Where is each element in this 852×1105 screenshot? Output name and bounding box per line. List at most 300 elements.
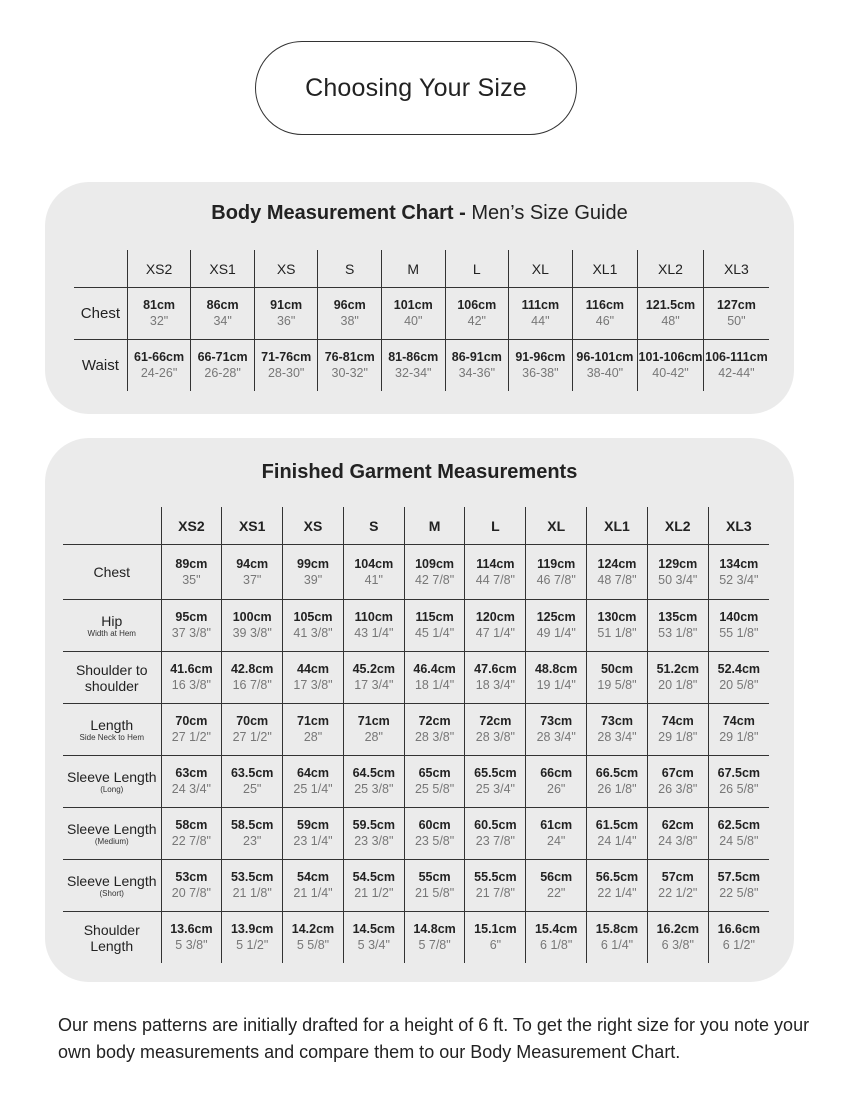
body-size-header: L — [445, 250, 509, 288]
inch-value: 22 5/8" — [719, 886, 759, 900]
garment-size-header: XL — [526, 507, 587, 545]
inch-value: 5 3/8" — [175, 938, 208, 952]
inch-value: 39 3/8" — [232, 626, 272, 640]
cm-value: 71cm — [297, 714, 329, 728]
garment-value-cell — [526, 860, 587, 912]
cm-value: 114cm — [476, 556, 515, 571]
inch-value: 6 1/8" — [540, 938, 573, 952]
inch-value: 37 3/8" — [171, 626, 211, 640]
garment-value-cell — [587, 808, 648, 860]
cm-value: 76-81cm — [324, 350, 375, 364]
inch-value: 6 3/8" — [661, 938, 694, 952]
garment-value-cell — [283, 704, 344, 756]
cm-value: 119cm — [537, 556, 576, 571]
cm-value: 91-96cm — [515, 350, 566, 364]
garment-corner-cell — [63, 507, 161, 545]
cm-value: 115cm — [415, 610, 454, 624]
inch-value: 5 7/8" — [418, 938, 451, 952]
inch-value: 6" — [489, 938, 502, 952]
cm-value: 41.6cm — [170, 662, 213, 676]
garment-value-cell — [343, 600, 404, 652]
body-size-header: XL3 — [703, 250, 769, 288]
inch-value: 32" — [149, 314, 169, 328]
cm-value: 13.6cm — [170, 922, 213, 936]
garment-chart-title: Finished Garment Measurements — [261, 461, 578, 483]
garment-row-label-cell — [63, 704, 161, 756]
inch-value: 27 1/2" — [171, 730, 211, 744]
cm-value: 15.4cm — [534, 922, 578, 936]
inch-value: 29 1/8" — [719, 730, 759, 744]
inch-value: 50 3/4" — [658, 572, 698, 587]
page-title: Choosing Your Size — [255, 41, 577, 135]
body-row-label-cell — [74, 288, 127, 340]
garment-value-cell — [161, 545, 222, 600]
garment-value-cell — [222, 860, 283, 912]
garment-value-cell — [222, 704, 283, 756]
body-value-cell — [381, 340, 445, 392]
body-value-cell — [127, 288, 191, 340]
cm-value: 70cm — [175, 714, 208, 728]
garment-row-label-text: Sleeve Length — [66, 872, 157, 889]
garment-size-header: XL1 — [587, 507, 648, 545]
cm-value: 121.5cm — [645, 298, 696, 312]
body-value-cell — [381, 288, 445, 340]
garment-row-label-text: Hip — [101, 612, 123, 629]
garment-size-header: XS — [283, 507, 344, 545]
cm-value: 109cm — [415, 556, 455, 571]
cm-value: 110cm — [354, 610, 393, 624]
garment-row-label-cell — [63, 545, 161, 600]
garment-value-cell — [343, 652, 404, 704]
garment-row — [63, 704, 769, 756]
cm-value: 62cm — [661, 818, 694, 832]
body-value-cell — [638, 340, 704, 392]
cm-value: 54.5cm — [352, 870, 395, 884]
body-row-label — [74, 306, 127, 322]
inch-value: 20 7/8" — [171, 886, 211, 900]
cm-value: 96cm — [333, 298, 366, 312]
body-chart-title-main: Body Measurement Chart — [211, 202, 454, 224]
cm-value: 66-71cm — [197, 350, 248, 364]
garment-value-cell — [222, 652, 283, 704]
garment-size-header: S — [343, 507, 404, 545]
garment-row — [63, 756, 769, 808]
inch-value: 23 7/8" — [475, 834, 515, 848]
inch-value: 24" — [547, 834, 566, 848]
cm-value: 16.6cm — [717, 922, 761, 936]
cm-value: 67cm — [661, 766, 694, 780]
cm-value: 62.5cm — [717, 818, 761, 832]
inch-value: 36-38" — [522, 366, 559, 380]
inch-value: 28 3/8" — [414, 730, 455, 744]
garment-value-cell — [161, 860, 222, 912]
garment-value-cell — [222, 912, 283, 964]
garment-value-cell — [283, 652, 344, 704]
body-chart-title-sub: Men’s Size Guide — [471, 202, 628, 224]
inch-value: 18 1/4" — [414, 678, 455, 692]
garment-value-cell — [647, 808, 708, 860]
garment-row-sublabel: Width at Hem — [87, 628, 136, 638]
garment-value-cell — [587, 756, 648, 808]
body-row — [74, 288, 769, 340]
cm-value: 74cm — [722, 714, 755, 728]
body-value-cell — [191, 340, 255, 392]
inch-value: 6 1/4" — [600, 938, 634, 952]
cm-value: 57.5cm — [717, 870, 761, 884]
garment-value-cell — [465, 808, 526, 860]
garment-value-cell — [343, 860, 404, 912]
garment-value-cell — [404, 756, 465, 808]
garment-value-cell — [465, 912, 526, 964]
garment-row — [63, 652, 769, 704]
garment-value-cell — [465, 652, 526, 704]
body-measurement-table — [74, 250, 769, 391]
body-chart-title-separator: - — [459, 202, 466, 224]
inch-value: 24 3/8" — [658, 834, 698, 848]
body-row-label-cell — [74, 340, 127, 392]
garment-size-header-row — [63, 507, 769, 545]
inch-value: 19 5/8" — [597, 678, 637, 692]
garment-value-cell — [708, 652, 769, 704]
inch-value: 23" — [243, 834, 262, 848]
garment-size-header: XS2 — [161, 507, 222, 545]
garment-row-label — [63, 922, 161, 954]
cm-value: 96-101cm — [576, 350, 634, 364]
body-value-cell — [572, 288, 638, 340]
inch-value: 21 1/4" — [293, 886, 333, 900]
inch-value: 49 1/4" — [536, 626, 576, 640]
garment-value-cell — [647, 860, 708, 912]
cm-value: 42.8cm — [230, 662, 274, 676]
inch-value: 26 1/8" — [597, 782, 637, 796]
body-value-cell — [703, 288, 769, 340]
inch-value: 21 1/8" — [232, 886, 272, 900]
cm-value: 60cm — [418, 818, 451, 832]
garment-size-header: M — [404, 507, 465, 545]
inch-value: 25 1/4" — [293, 782, 333, 796]
inch-value: 21 1/2" — [354, 886, 394, 900]
inch-value: 23 5/8" — [414, 834, 455, 848]
inch-value: 48 7/8" — [597, 572, 637, 587]
body-value-cell — [318, 288, 382, 340]
garment-row-label-cell — [63, 912, 161, 964]
garment-value-cell — [283, 545, 344, 600]
garment-row — [63, 912, 769, 964]
cm-value: 59cm — [297, 818, 329, 832]
cm-value: 135cm — [658, 610, 698, 624]
cm-value: 89cm — [175, 556, 208, 571]
cm-value: 65.5cm — [474, 766, 517, 780]
garment-value-cell — [343, 704, 404, 756]
garment-row-label — [63, 662, 161, 694]
inch-value: 39" — [303, 572, 323, 587]
garment-value-cell — [587, 704, 648, 756]
cm-value: 15.8cm — [595, 922, 639, 936]
cm-value: 104cm — [354, 556, 394, 571]
inch-value: 25" — [243, 782, 262, 796]
inch-value: 25 3/8" — [354, 782, 394, 796]
garment-value-cell — [404, 704, 465, 756]
body-value-cell — [254, 288, 318, 340]
cm-value: 61cm — [540, 818, 573, 832]
garment-value-cell — [526, 652, 587, 704]
inch-value: 26 5/8" — [719, 782, 759, 796]
garment-value-cell — [587, 600, 648, 652]
inch-value: 38-40" — [586, 366, 624, 380]
inch-value: 24-26" — [140, 366, 178, 380]
garment-row-label-cell — [63, 756, 161, 808]
cm-value: 63.5cm — [230, 766, 274, 780]
body-size-header: XL1 — [572, 250, 638, 288]
garment-value-cell — [222, 808, 283, 860]
inch-value: 35" — [182, 572, 201, 587]
body-measurement-panel — [45, 182, 794, 414]
garment-value-cell — [161, 808, 222, 860]
garment-value-cell — [404, 600, 465, 652]
inch-value: 22 7/8" — [171, 834, 211, 848]
garment-value-cell — [161, 600, 222, 652]
inch-value: 23 3/8" — [354, 834, 394, 848]
inch-value: 44" — [531, 314, 550, 328]
cm-value: 61-66cm — [134, 350, 185, 364]
body-value-cell — [638, 288, 704, 340]
inch-value: 28 3/8" — [475, 730, 515, 744]
garment-value-cell — [465, 600, 526, 652]
cm-value: 61.5cm — [595, 818, 639, 832]
body-row — [74, 340, 769, 392]
cm-value: 53.5cm — [230, 870, 274, 884]
body-size-header: XL — [509, 250, 573, 288]
body-size-header: M — [381, 250, 445, 288]
garment-value-cell — [283, 756, 344, 808]
garment-value-cell — [283, 912, 344, 964]
inch-value: 34-36" — [458, 366, 496, 380]
cm-value: 14.2cm — [291, 922, 335, 936]
inch-value: 46 7/8" — [536, 572, 576, 587]
cm-value: 127cm — [716, 298, 756, 312]
garment-value-cell — [587, 545, 648, 600]
body-value-cell — [254, 340, 318, 392]
cm-value: 124cm — [597, 556, 637, 571]
garment-row-sublabel: Side Neck to Hem — [79, 732, 144, 742]
garment-row-sublabel: (Long) — [100, 784, 124, 794]
garment-row-label — [63, 873, 161, 899]
inch-value: 28 3/4" — [536, 730, 576, 744]
cm-value: 99cm — [297, 556, 329, 571]
cm-value: 101cm — [393, 298, 433, 312]
garment-value-cell — [465, 704, 526, 756]
inch-value: 23 1/4" — [293, 834, 333, 848]
cm-value: 86-91cm — [451, 350, 502, 364]
garment-value-cell — [526, 600, 587, 652]
cm-value: 57cm — [661, 870, 694, 884]
cm-value: 66cm — [540, 766, 573, 780]
cm-value: 65cm — [418, 766, 451, 780]
garment-value-cell — [708, 600, 769, 652]
cm-value: 86cm — [206, 298, 239, 312]
garment-row-label-cell — [63, 600, 161, 652]
cm-value: 48.8cm — [534, 662, 578, 676]
cm-value: 63cm — [175, 766, 208, 780]
garment-value-cell — [404, 808, 465, 860]
garment-value-cell — [465, 756, 526, 808]
inch-value: 28-30" — [267, 366, 305, 380]
inch-value: 20 5/8" — [719, 678, 759, 692]
body-size-header: S — [318, 250, 382, 288]
inch-value: 19 1/4" — [536, 678, 576, 692]
inch-value: 27 1/2" — [232, 730, 272, 744]
cm-value: 71-76cm — [261, 350, 312, 364]
garment-value-cell — [647, 704, 708, 756]
cm-value: 72cm — [418, 714, 451, 728]
inch-value: 24 3/4" — [171, 782, 211, 796]
inch-value: 44 7/8" — [475, 572, 515, 587]
cm-value: 134cm — [719, 556, 759, 571]
cm-value: 46.4cm — [413, 662, 456, 676]
inch-value: 22 1/2" — [658, 886, 698, 900]
garment-value-cell — [587, 860, 648, 912]
body-value-cell — [572, 340, 638, 392]
cm-value: 51.2cm — [656, 662, 699, 676]
cm-value: 94cm — [236, 556, 269, 571]
cm-value: 70cm — [236, 714, 269, 728]
cm-value: 81cm — [143, 298, 176, 312]
inch-value: 17 3/4" — [354, 678, 394, 692]
garment-row — [63, 545, 769, 600]
cm-value: 64.5cm — [352, 766, 395, 780]
body-corner-cell — [74, 250, 127, 288]
garment-value-cell — [526, 545, 587, 600]
body-row-label-text: Waist — [81, 356, 119, 374]
inch-value: 32-34" — [395, 366, 432, 380]
garment-value-cell — [708, 860, 769, 912]
inch-value: 42 7/8" — [414, 572, 455, 587]
body-size-header-row — [74, 250, 769, 288]
cm-value: 13.9cm — [230, 922, 274, 936]
cm-value: 45.2cm — [352, 662, 395, 676]
body-value-cell — [445, 288, 509, 340]
body-size-header: XL2 — [638, 250, 704, 288]
body-size-header: XS1 — [191, 250, 255, 288]
garment-measurement-panel — [45, 438, 794, 982]
body-row-label — [74, 358, 127, 374]
inch-value: 43 1/4" — [354, 626, 394, 640]
inch-value: 26" — [547, 782, 566, 796]
footer-note: Our mens patterns are initially drafted for a height of 6 ft. To get the right size for you note your own body measurements and compare them to our Body Measurement Chart. — [58, 1015, 810, 1062]
garment-value-cell — [222, 600, 283, 652]
inch-value: 21 7/8" — [475, 886, 515, 900]
cm-value: 47.6cm — [474, 662, 517, 676]
garment-size-header: XL2 — [647, 507, 708, 545]
garment-size-header: XS1 — [222, 507, 283, 545]
inch-value: 20 1/8" — [658, 678, 698, 692]
garment-value-cell — [283, 860, 344, 912]
cm-value: 59.5cm — [352, 818, 395, 832]
garment-value-cell — [283, 808, 344, 860]
inch-value: 55 1/8" — [719, 626, 759, 640]
cm-value: 56.5cm — [595, 870, 639, 884]
cm-value: 54cm — [297, 870, 329, 884]
garment-value-cell — [708, 545, 769, 600]
garment-value-cell — [708, 912, 769, 964]
garment-value-cell — [404, 545, 465, 600]
body-value-cell — [509, 340, 573, 392]
cm-value: 44cm — [297, 662, 329, 676]
cm-value: 16.2cm — [656, 922, 699, 936]
garment-value-cell — [222, 756, 283, 808]
cm-value: 15.1cm — [474, 922, 517, 936]
inch-value: 25 3/4" — [475, 782, 515, 796]
body-size-header: XS2 — [127, 250, 191, 288]
inch-value: 42" — [467, 314, 486, 328]
garment-value-cell — [708, 756, 769, 808]
cm-value: 58cm — [175, 818, 208, 832]
inch-value: 5 3/4" — [357, 938, 390, 952]
inch-value: 40" — [404, 314, 423, 328]
body-value-cell — [318, 340, 382, 392]
garment-value-cell — [222, 545, 283, 600]
cm-value: 60.5cm — [474, 818, 517, 832]
cm-value: 56cm — [540, 870, 573, 884]
inch-value: 47 1/4" — [475, 626, 515, 640]
inch-value: 53 1/8" — [658, 626, 698, 640]
inch-value: 16 3/8" — [171, 678, 211, 692]
garment-size-header: XL3 — [708, 507, 769, 545]
garment-value-cell — [161, 704, 222, 756]
cm-value: 81-86cm — [388, 350, 439, 364]
garment-row-label-text: Shoulder to shoulder — [75, 661, 148, 694]
inch-value: 48" — [661, 314, 680, 328]
garment-row-label-text: Chest — [93, 564, 131, 580]
inch-value: 41 3/8" — [293, 626, 333, 640]
garment-value-cell — [647, 652, 708, 704]
garment-row-label — [63, 613, 161, 639]
cm-value: 50cm — [600, 662, 633, 676]
garment-row-label — [63, 564, 161, 580]
inch-value: 36" — [276, 314, 296, 328]
cm-value: 73cm — [540, 714, 573, 728]
body-value-cell — [445, 340, 509, 392]
garment-row-label-cell — [63, 652, 161, 704]
inch-value: 46" — [595, 314, 615, 328]
garment-value-cell — [283, 600, 344, 652]
inch-value: 21 5/8" — [414, 886, 455, 900]
garment-row-label-cell — [63, 808, 161, 860]
cm-value: 71cm — [357, 714, 390, 728]
garment-row-label-text: Shoulder Length — [83, 921, 140, 954]
garment-value-cell — [647, 912, 708, 964]
cm-value: 52.4cm — [717, 662, 761, 676]
cm-value: 116cm — [585, 298, 625, 312]
garment-value-cell — [404, 912, 465, 964]
inch-value: 26 3/8" — [658, 782, 698, 796]
cm-value: 125cm — [536, 610, 576, 624]
cm-value: 129cm — [658, 556, 698, 571]
garment-value-cell — [526, 912, 587, 964]
inch-value: 22" — [547, 886, 566, 900]
garment-row — [63, 808, 769, 860]
inch-value: 37" — [243, 572, 262, 587]
garment-value-cell — [708, 704, 769, 756]
inch-value: 29 1/8" — [658, 730, 698, 744]
garment-row-label-text: Length — [90, 716, 134, 733]
garment-value-cell — [404, 652, 465, 704]
garment-value-cell — [343, 808, 404, 860]
inch-value: 5 1/2" — [236, 938, 269, 952]
cm-value: 120cm — [475, 610, 515, 624]
inch-value: 34" — [213, 314, 232, 328]
inch-value: 50" — [727, 314, 746, 328]
